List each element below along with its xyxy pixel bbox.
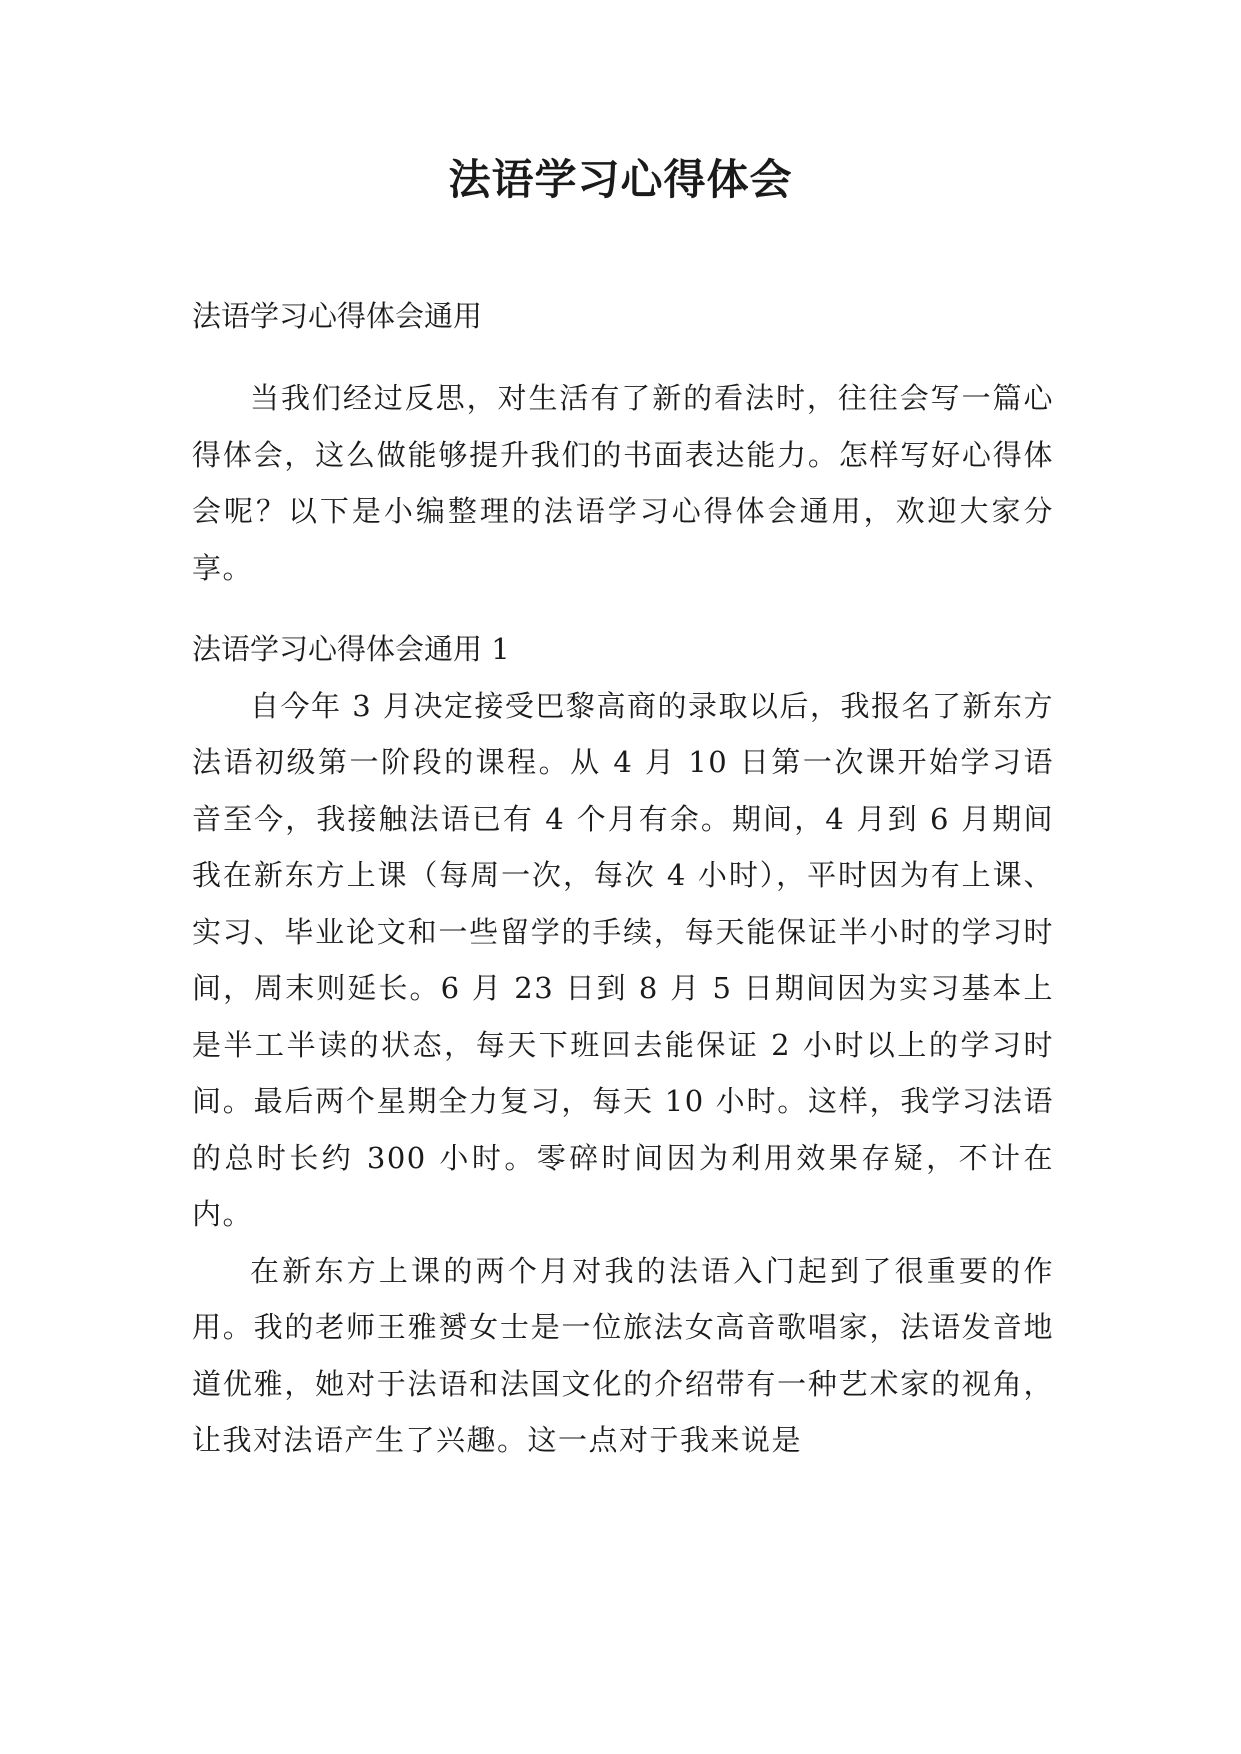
section-heading: 法语学习心得体会通用 1 (192, 632, 510, 666)
body-paragraph: 在新东方上课的两个月对我的法语入门起到了很重要的作用。我的老师王雅赟女士是一位旅法女高音歌唱家，法语发音地道优雅，她对于法语和法国文化的介绍带有一种艺术家的视角，让我对法语产生了兴趣。这一点对于我来说是 (192, 1253, 1054, 1457)
document-title: 法语学习心得体会 (448, 155, 793, 204)
section-1 (192, 621, 1054, 1469)
body-paragraph: 自今年 3 月决定接受巴黎高商的录取以后，我报名了新东方法语初级第一阶段的课程。从 4 月 10 日第一次课开始学习语音至今，我接触法语已有 4 个月有余。期间，4 月到 6 月期间我在新东方上课（每周一次，每次 4 小时），平时因为有上课、实习、毕业论文和一些留学的手续，每天能保证半小时的学习时间，周末则延长。6 月 23 日到 8 月 5 日期间因为实习基本上是半工半读的状态，每天下班回去能保证 2 小时以上的学习时间。最后两个星期全力复习，每天 10 小时。这样，我学习法语的总时长约 300 小时。零碎时间因为利用效果存疑，不计在内。 (192, 688, 1054, 1231)
intro-block (192, 370, 1054, 596)
intro-paragraph: 当我们经过反思，对生活有了新的看法时，往往会写一篇心得体会，这么做能够提升我们的书面表达能力。怎样写好心得体会呢？以下是小编整理的法语学习心得体会通用，欢迎大家分享。 (192, 381, 1054, 585)
document-subtitle: 法语学习心得体会通用 (192, 299, 483, 333)
